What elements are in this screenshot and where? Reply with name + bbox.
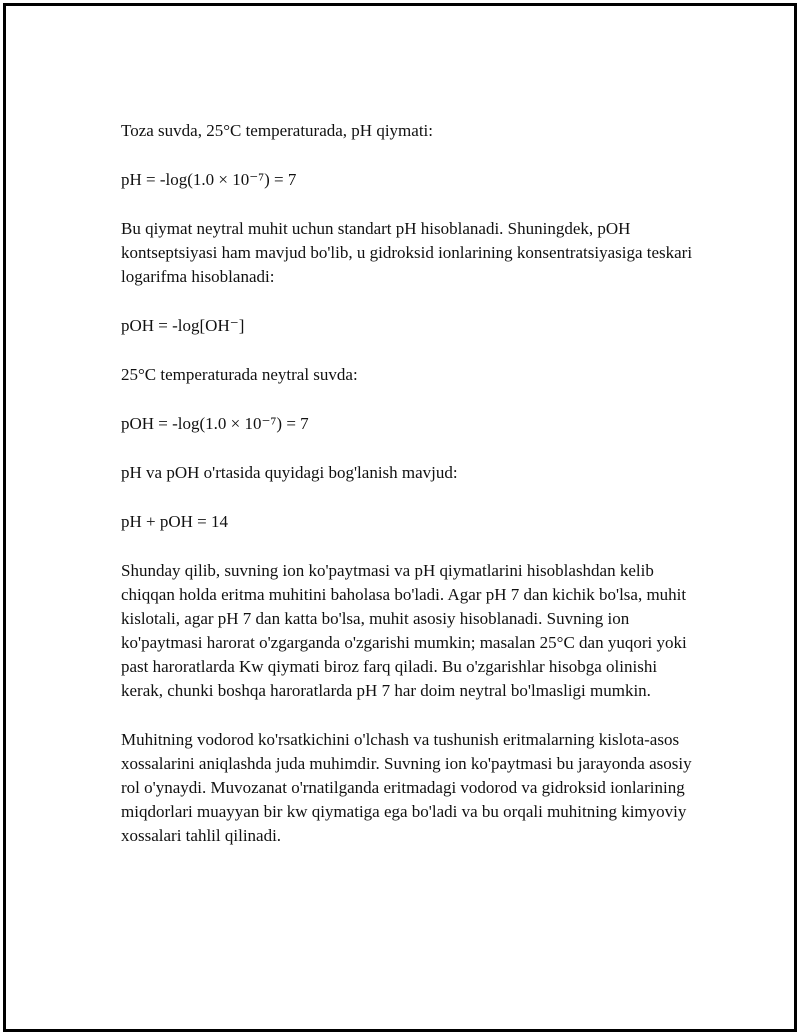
- equation-ph: pH = -log(1.0 × 10⁻⁷) = 7: [121, 170, 297, 189]
- paragraph-intro: Toza suvda, 25°C temperaturada, pH qiymati:: [121, 121, 433, 140]
- document-body: [121, 119, 696, 873]
- paragraph-conclusion: Shunday qilib, suvning ion ko'paytmasi va pH qiymatlarini hisoblashdan kelib chiqqan holda eritma muhitini baholasa bo'ladi. Agar pH 7 dan kichik bo'lsa, muhit kislotali, agar pH 7 dan katta bo'lsa, muhit asosiy hisoblanadi. Suvning ion ko'paytmasi harorat o'zgarganda o'zgarishi mumkin; masalan 25°C dan yuqori yoki past haroratlarda Kw qiymati biroz farq qiladi. Bu o'zgarishlar hisobga olinishi kerak, chunki boshqa haroratlarda pH 7 har doim neytral bo'lmasligi mumkin.: [121, 561, 687, 700]
- document-page: [3, 3, 797, 1032]
- paragraph-importance: Muhitning vodorod ko'rsatkichini o'lchash va tushunish eritmalarning kislota-asos xossalarini aniqlashda juda muhimdir. Suvning ion ko'paytmasi bu jarayonda asosiy rol o'ynaydi. Muvozanat o'rnatilganda eritmadagi vodorod va gidroksid ionlarining miqdorlari muayyan bir kw qiymatiga ega bo'ladi va bu orqali muhitning kimyoviy xossalari tahlil qilinadi.: [121, 730, 692, 845]
- equation-poh: pOH = -log(1.0 × 10⁻⁷) = 7: [121, 414, 309, 433]
- paragraph-relation: pH va pOH o'rtasida quyidagi bog'lanish mavjud:: [121, 463, 458, 482]
- equation-poh-definition: pOH = -log[OH⁻]: [121, 316, 245, 335]
- paragraph-poh-concept: Bu qiymat neytral muhit uchun standart pH hisoblanadi. Shuningdek, pOH kontseptsiyasi ham mavjud bo'lib, u gidroksid ionlarining konsentratsiyasiga teskari logarifma hisoblanadi:: [121, 219, 693, 286]
- paragraph-neutral-water: 25°C temperaturada neytral suvda:: [121, 365, 358, 384]
- equation-ph-poh-sum: pH + pOH = 14: [121, 512, 229, 531]
